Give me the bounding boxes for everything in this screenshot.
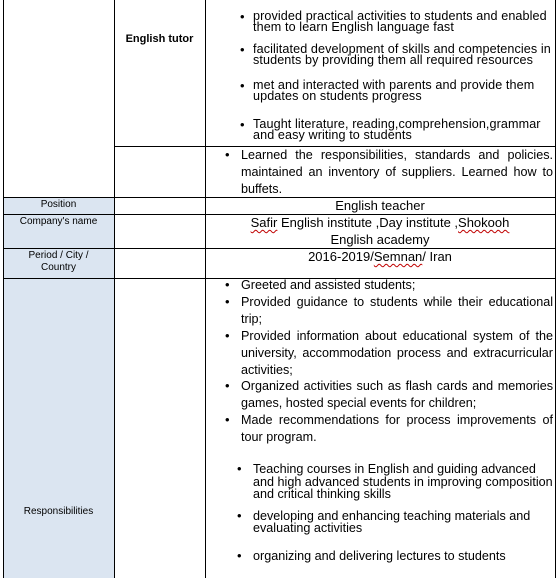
period-label-line2: Country	[40, 262, 76, 273]
company-value-line1	[205, 214, 555, 231]
period-label	[3, 250, 114, 274]
responsibilities-label: Responsibilities	[23, 506, 94, 517]
list-item: • developing and enhancing teaching materials and evaluating activities	[215, 510, 553, 535]
list-item: • organizing and delivering lectures to students	[215, 550, 553, 563]
grid-line	[205, 0, 206, 578]
list-item: • Taught literature, reading,comprehension,grammar and easy writing to students	[215, 119, 553, 141]
list-item: • Organized activities such as flash cards and memories games, hosted special events for children;	[215, 378, 553, 412]
position-value: English teacher	[335, 198, 425, 213]
list-item: • Provided guidance to students while their educational trip;	[215, 294, 553, 328]
period-country: / Iran	[422, 249, 452, 264]
list-item: • provided practical activities to students and enabled them to learn English language fast	[215, 11, 553, 33]
company-label: Company's name	[19, 216, 98, 227]
grid-line	[3, 0, 4, 578]
period-value	[205, 248, 555, 265]
position-label: Position	[40, 199, 77, 210]
list-item: • met and interacted with parents and provide them updates on students progress	[215, 80, 553, 102]
company-value-line2: English academy	[330, 232, 430, 247]
tutor-title: English tutor	[125, 33, 194, 45]
list-item: • Learned the responsibilities, standards and policies. maintained an inventory of suppliers. Learned how to buffets.	[215, 147, 553, 198]
responsibilities-bullet-list	[215, 277, 553, 446]
company-value	[205, 214, 555, 248]
list-item: • Teaching courses in English and guiding advanced and high advanced students in improving composition and critical thinking skills	[215, 463, 553, 501]
label-cell-responsibilities	[3, 278, 114, 578]
period-city: Semnan	[373, 249, 423, 264]
period-label-line1: Period / City /	[28, 250, 89, 261]
grid-line	[114, 0, 115, 578]
tutor-bullet-list	[215, 11, 553, 141]
period-years: 2016-2019/	[308, 249, 374, 264]
learned-bullet-list	[215, 147, 553, 198]
company-name-shokooh: Shokooh	[458, 215, 510, 230]
list-item: • Provided information about educational system of the university, accommodation process and extracurricular activities;	[215, 328, 553, 379]
company-name-safir: Safir	[250, 215, 278, 230]
list-item: • facilitated development of skills and competencies in students by providing them all required resources	[215, 44, 553, 66]
list-item: • Greeted and assisted students;	[215, 277, 553, 294]
grid-line	[555, 0, 556, 578]
list-item: • Made recommendations for process improvements of tour program.	[215, 412, 553, 446]
responsibilities-extra-bullet-list	[215, 463, 553, 562]
company-name-middle: English institute ,Day institute ,	[277, 215, 459, 230]
